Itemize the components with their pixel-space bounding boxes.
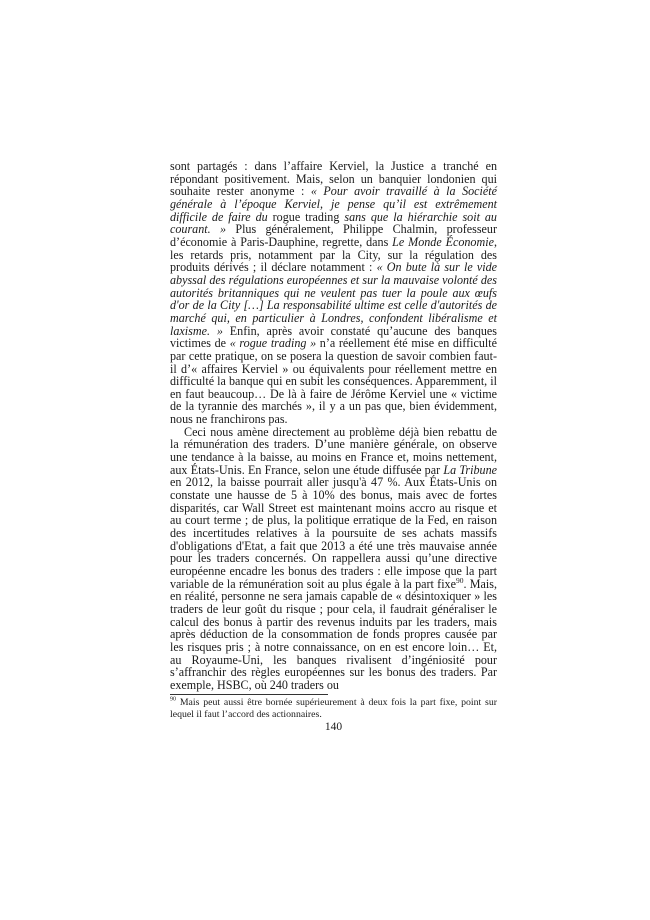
text-run: Ceci nous amène directement au problème déjà bien rebattu de la rémunération des traders. D’une manière générale, on observe une tendance à la baisse, au moins en France et, moins nettement, aux États-Unis. En France, selon une étude diffusée par	[170, 424, 497, 477]
text-run: , les retards pris, notamment par la City, sur la régulation des produits dérivés ; il déclare notamment :	[170, 234, 497, 275]
quote-banker-end: sans que la hiérarchie soit au courant. »	[170, 209, 497, 237]
text-run: . Mais, en réalité, personne ne sera jamais capable de « désintoxiquer » les traders de leur goût du risque ; pour cela, il faudrait généraliser le calcul des bonus à partir des revenus induits par les traders, mais après déduction de la consommation de fonds propres causée par les risques pris ; à notre connaissance, on en est encore loin… Et, au Royaume-Uni, les banques rivalisent d’ingéniosité pour s’affranchir des règles européennes sur les bonus des traders. Par exemple, HSBC, où 240 traders ou	[170, 576, 497, 692]
quote-banker: « Pour avoir travaillé à la Société générale à l’époque Kerviel, je pense qu’il est extrêmement difficile de faire du	[170, 184, 498, 224]
footnote-separator	[170, 694, 328, 695]
text-run: Plus généralement, Philippe Chalmin, professeur d’économie à Paris-Dauphine, regrette, dans	[170, 222, 497, 249]
publication-title: Le Monde Économie	[392, 234, 494, 249]
quote-chalmin: « On bute là sur le vide abyssal des régulations européennes et sur la mauvaise volonté des autorités britanniques qui ne veulent pas tuer la poule aux œufs d'or de la City […] La responsabilité ultime est celle d'autorités de marché qui, en particulier à Londres, confondent libéralisme et laxisme. »	[170, 260, 498, 338]
footnote-number: 90	[170, 696, 177, 703]
footnote	[170, 697, 497, 720]
text-run: sont partagés : dans l’affaire Kerviel, la Justice a tranché en répondant positivement. Mais, selon un banquier londonien qui souhaite rester anonyme :	[170, 159, 497, 199]
publication-title: La Tribune	[443, 462, 497, 477]
page-number: 140	[324, 721, 343, 733]
footnote-reference[interactable]: 90	[455, 575, 464, 585]
text-run: Enfin, après avoir constaté qu’aucune des banques victimes de	[170, 323, 497, 351]
paragraph-2	[170, 426, 497, 692]
body-text	[170, 160, 497, 692]
footnote-text: Mais peut aussi être bornée supérieurement à deux fois la part fixe, point sur lequel il faut l’accord des actionnaires.	[170, 697, 497, 720]
term-rogue-trading: « rogue trading »	[229, 336, 317, 351]
text-run: rogue trading	[267, 209, 345, 224]
paragraph-1	[170, 160, 497, 426]
text-run: n’a réellement été mise en difficulté par cette pratique, on se posera la question de savoir combien faut-il d’« affaires Kerviel » ou équivalents pour réellement mettre en difficulté la banque qui en subit les conséquences. Apparemment, il en faut beaucoup… De là à faire de Jérôme Kerviel une « victime de la tyrannie des marchés », il y a un pas que, bien évidemment, nous ne franchirons pas.	[170, 336, 497, 427]
text-run: en 2012, la baisse pourrait aller jusqu'à 47 %. Aux États-Unis on constate une hausse de 5 à 10% des bonus, mais avec de fortes disparités, car Wall Street est maintenant moins accro au risque et au court terme ; de plus, la politique erratique de la Fed, en raison des incertitudes relatives à la poursuite de ses achats massifs d'obligations d'Etat, a fait que 2013 a été une très mauvaise année pour les traders concernés. On rappellera aussi qu’une directive européenne encadre les bonus des traders : elle impose que la part variable de la rémunération soit au plus égale à la part fixe	[170, 475, 497, 591]
